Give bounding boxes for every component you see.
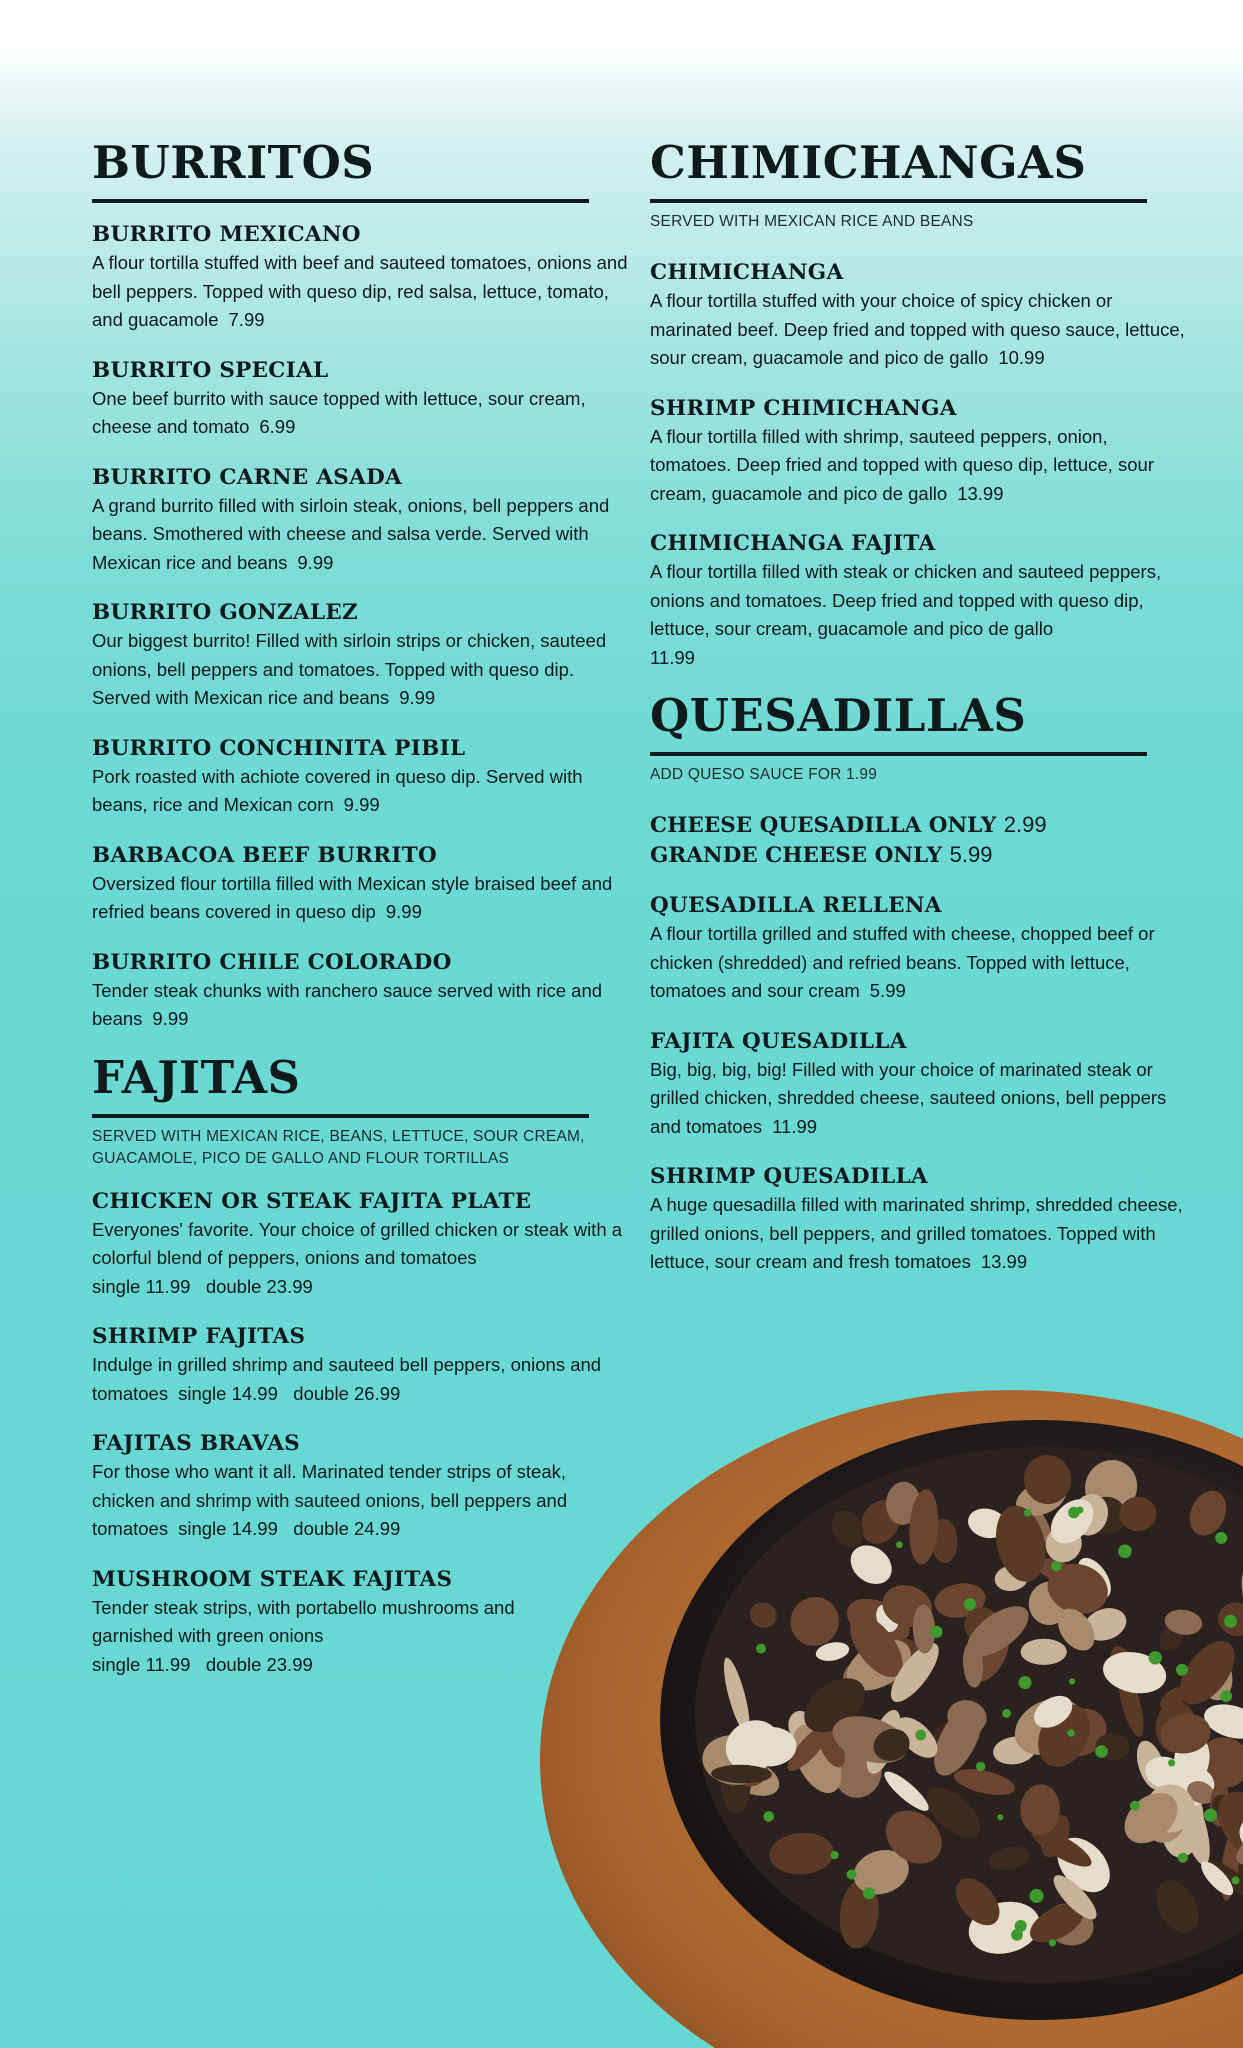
- item-description: Tender steak chunks with ranchero sauce served with rice and beans 9.99: [92, 979, 603, 1029]
- green-onion: [1049, 1939, 1056, 1946]
- chimichangas-title: CHIMICHANGAS: [650, 136, 1087, 189]
- green-onion: [1220, 1690, 1232, 1702]
- item-description: Our biggest burrito! Filled with sirloin strips or chicken, sauteed onions, bell peppers and tomatoes. Topped with queso dip. Served with Mexican rice and beans 9.99: [92, 630, 607, 708]
- item-price: single 14.99 double 26.99: [178, 1382, 401, 1404]
- item-name: SHRIMP CHIMICHANGA: [650, 395, 957, 421]
- green-onion: [1024, 1509, 1032, 1517]
- green-onion: [1030, 1889, 1044, 1903]
- green-onion: [964, 1598, 976, 1610]
- menu-item: [92, 842, 632, 927]
- item-description: A flour tortilla filled with shrimp, sauteed peppers, onion, tomatoes. Deep fried and topped with queso dip, lettuce, sour cream, guacamole and pico de gallo 13.99: [650, 425, 1154, 504]
- item-description: Big, big, big, big! Filled with your choice of marinated steak or grilled chicken, shredded cheese, sauteed onions, bell peppers and tomatoes 11.99: [650, 1058, 1167, 1137]
- grande-cheese-only: GRANDE CHEESE ONLY 5.99: [650, 842, 993, 868]
- chimichangas-section: [650, 133, 1190, 672]
- quesadillas-title: QUESADILLAS: [650, 689, 1027, 742]
- item-price: 13.99: [957, 482, 1004, 504]
- item-price: 11.99: [772, 1115, 818, 1137]
- green-onion: [1176, 1664, 1188, 1676]
- item-description: Everyones' favorite. Your choice of grilled chicken or steak with a colorful blend of peppers, onions and tomatoes: [92, 1218, 623, 1268]
- fajitas-note: SERVED WITH MEXICAN RICE, BEANS, LETTUCE, SOUR CREAM, GUACAMOLE, PICO DE GALLO AND FLOUR TORTILLAS: [92, 1127, 585, 1167]
- chimichangas-note: SERVED WITH MEXICAN RICE AND BEANS: [650, 213, 974, 230]
- green-onion: [1130, 1801, 1140, 1811]
- item-name: QUESADILLA RELLENA: [650, 893, 942, 918]
- item-price: 9.99: [399, 687, 436, 708]
- item-description: A flour tortilla stuffed with your choice of spicy chicken or marinated beef. Deep fried and topped with queso sauce, lettuce, sour cream, guacamole and pico de gallo 10.99: [650, 290, 1185, 368]
- green-onion: [1149, 1651, 1162, 1664]
- right-column: [650, 133, 1190, 1277]
- green-onion: [756, 1644, 766, 1654]
- item-price: 9.99: [152, 1008, 189, 1029]
- green-onion: [1178, 1853, 1188, 1863]
- menu-item: [650, 892, 1190, 1006]
- item-description: One beef burrito with sauce topped with lettuce, sour cream, cheese and tomato 6.99: [92, 387, 586, 437]
- green-onion: [1204, 1809, 1217, 1822]
- item-price: 5.99: [949, 842, 993, 867]
- item-price: 10.99: [998, 347, 1045, 368]
- item-description: Tender steak strips, with portabello mushrooms and garnished with green onions: [92, 1596, 515, 1646]
- green-onion: [1069, 1678, 1075, 1684]
- item-name: BARBACOA BEEF BURRITO: [92, 842, 438, 868]
- green-onion: [831, 1851, 839, 1859]
- item-name: FAJITA QUESADILLA: [650, 1028, 907, 1054]
- green-onion: [1215, 1532, 1227, 1544]
- menu-item: [92, 357, 632, 442]
- menu-item: [92, 221, 632, 335]
- menu-item: [650, 1028, 1190, 1142]
- item-description: Oversized flour tortilla filled with Mexican style braised beef and refried beans covered in queso dip 9.99: [92, 872, 613, 922]
- green-onion: [1118, 1545, 1132, 1559]
- menu-item: [650, 395, 1190, 509]
- fajitas-divider: [92, 1114, 589, 1118]
- green-onion: [1076, 1507, 1083, 1514]
- item-price: 11.99: [650, 646, 695, 668]
- green-onion: [1011, 1929, 1023, 1941]
- menu-item: [92, 949, 632, 1034]
- green-onion: [1019, 1676, 1032, 1689]
- item-name: BURRITO CHILE COLORADO: [92, 949, 452, 975]
- green-onion: [763, 1811, 774, 1822]
- item-price: 2.99: [1003, 812, 1047, 837]
- quesadillas-note: ADD QUESO SAUCE FOR 1.99: [650, 766, 878, 783]
- menu-item: [92, 599, 632, 713]
- burritos-title: BURRITOS: [92, 136, 375, 189]
- menu-item: [650, 530, 1190, 672]
- item-name: BURRITO SPECIAL: [92, 357, 329, 383]
- menu-item: [650, 259, 1190, 373]
- green-onion: [915, 1730, 926, 1741]
- fajitas-title: FAJITAS: [92, 1050, 301, 1104]
- item-description: Indulge in grilled shrimp and sauteed bell peppers, onions and tomatoes single 14.99 double 26.99: [92, 1354, 602, 1404]
- quesadillas-section: [650, 686, 1190, 1277]
- item-description: A flour tortilla stuffed with beef and sauteed tomatoes, onions and bell peppers. Topped with queso dip, red salsa, lettuce, tomato, and guacamole 7.99: [92, 252, 628, 330]
- item-description: A grand burrito filled with sirloin steak, onions, bell peppers and beans. Smothered with cheese and salsa verde. Served with Mexican rice and beans 9.99: [92, 494, 610, 573]
- item-description: A flour tortilla grilled and stuffed with cheese, chopped beef or chicken (shredded) and refried beans. Topped with lettuce, tomatoes and sour cream 5.99: [650, 923, 1155, 1001]
- green-onion: [976, 1762, 985, 1771]
- item-price: single 14.99 double 24.99: [178, 1518, 401, 1539]
- green-onion: [1224, 1615, 1237, 1628]
- item-price: 9.99: [385, 901, 422, 922]
- item-name: CHIMICHANGA FAJITA: [650, 531, 936, 556]
- item-name: BURRITO MEXICANO: [92, 222, 361, 247]
- food-piece: [1021, 1639, 1067, 1665]
- green-onion: [930, 1626, 942, 1638]
- item-name: CHIMICHANGA: [650, 260, 844, 285]
- green-onion: [1168, 1759, 1175, 1766]
- green-onion: [1232, 1876, 1240, 1884]
- green-onion: [1095, 1745, 1108, 1758]
- item-price: single 11.99 double 23.99: [92, 1653, 313, 1675]
- green-onion: [863, 1887, 875, 1899]
- item-price: 7.99: [228, 309, 265, 330]
- item-price: 5.99: [869, 980, 906, 1001]
- item-name: SHRIMP FAJITAS: [92, 1324, 306, 1349]
- item-description: For those who want it all. Marinated tender strips of steak, chicken and shrimp with sauteed onions, bell peppers and tomatoes single 14.99 double 24.99: [92, 1461, 568, 1539]
- green-onion: [1051, 1561, 1061, 1571]
- item-name: FAJITAS BRAVAS: [92, 1431, 301, 1456]
- item-description: Pork roasted with achiote covered in queso dip. Served with beans, rice and Mexican corn 9.99: [92, 765, 583, 815]
- green-onion: [997, 1814, 1003, 1820]
- cheese-quesadilla-only: CHEESE QUESADILLA ONLY 2.99: [650, 812, 1047, 838]
- item-price: 13.99: [980, 1251, 1028, 1272]
- item-description: A flour tortilla filled with steak or chicken and sauteed peppers, onions and tomatoes. Deep fried and topped with queso dip, lettuce, sour cream, guacamole and pico de gallo: [650, 561, 1162, 639]
- item-name: SHRIMP QUESADILLA: [650, 1164, 929, 1189]
- burritos-section: [92, 133, 632, 1034]
- item-name: BURRITO GONZALEZ: [92, 600, 359, 625]
- menu-item: [92, 735, 632, 820]
- chimichangas-divider: [650, 199, 1147, 203]
- item-name: CHICKEN OR STEAK FAJITA PLATE: [92, 1188, 532, 1214]
- item-name: BURRITO CONCHINITA PIBIL: [92, 735, 466, 761]
- menu-item: [92, 464, 632, 578]
- menu-item: [92, 1188, 632, 1302]
- green-onion: [1067, 1729, 1074, 1736]
- item-price: 9.99: [297, 551, 334, 573]
- item-price: 6.99: [259, 416, 296, 437]
- green-onion: [847, 1870, 857, 1880]
- item-name: BURRITO CARNE ASADA: [92, 464, 403, 490]
- item-description: A huge quesadilla filled with marinated shrimp, shredded cheese, grilled onions, bell peppers, and grilled tomatoes. Topped with lettuce, sour cream and fresh tomatoes 13.99: [650, 1194, 1183, 1272]
- burritos-divider: [92, 199, 589, 203]
- menu-item: [650, 1163, 1190, 1277]
- green-onion: [1002, 1709, 1011, 1718]
- fajita-skillet-photo: [540, 1380, 1243, 2048]
- item-price: single 11.99 double 23.99: [92, 1275, 313, 1297]
- green-onion: [896, 1541, 903, 1548]
- cheese-only-items: [650, 810, 1190, 870]
- item-name: MUSHROOM STEAK FAJITAS: [92, 1566, 453, 1592]
- item-price: 9.99: [343, 794, 380, 815]
- quesadillas-divider: [650, 752, 1147, 756]
